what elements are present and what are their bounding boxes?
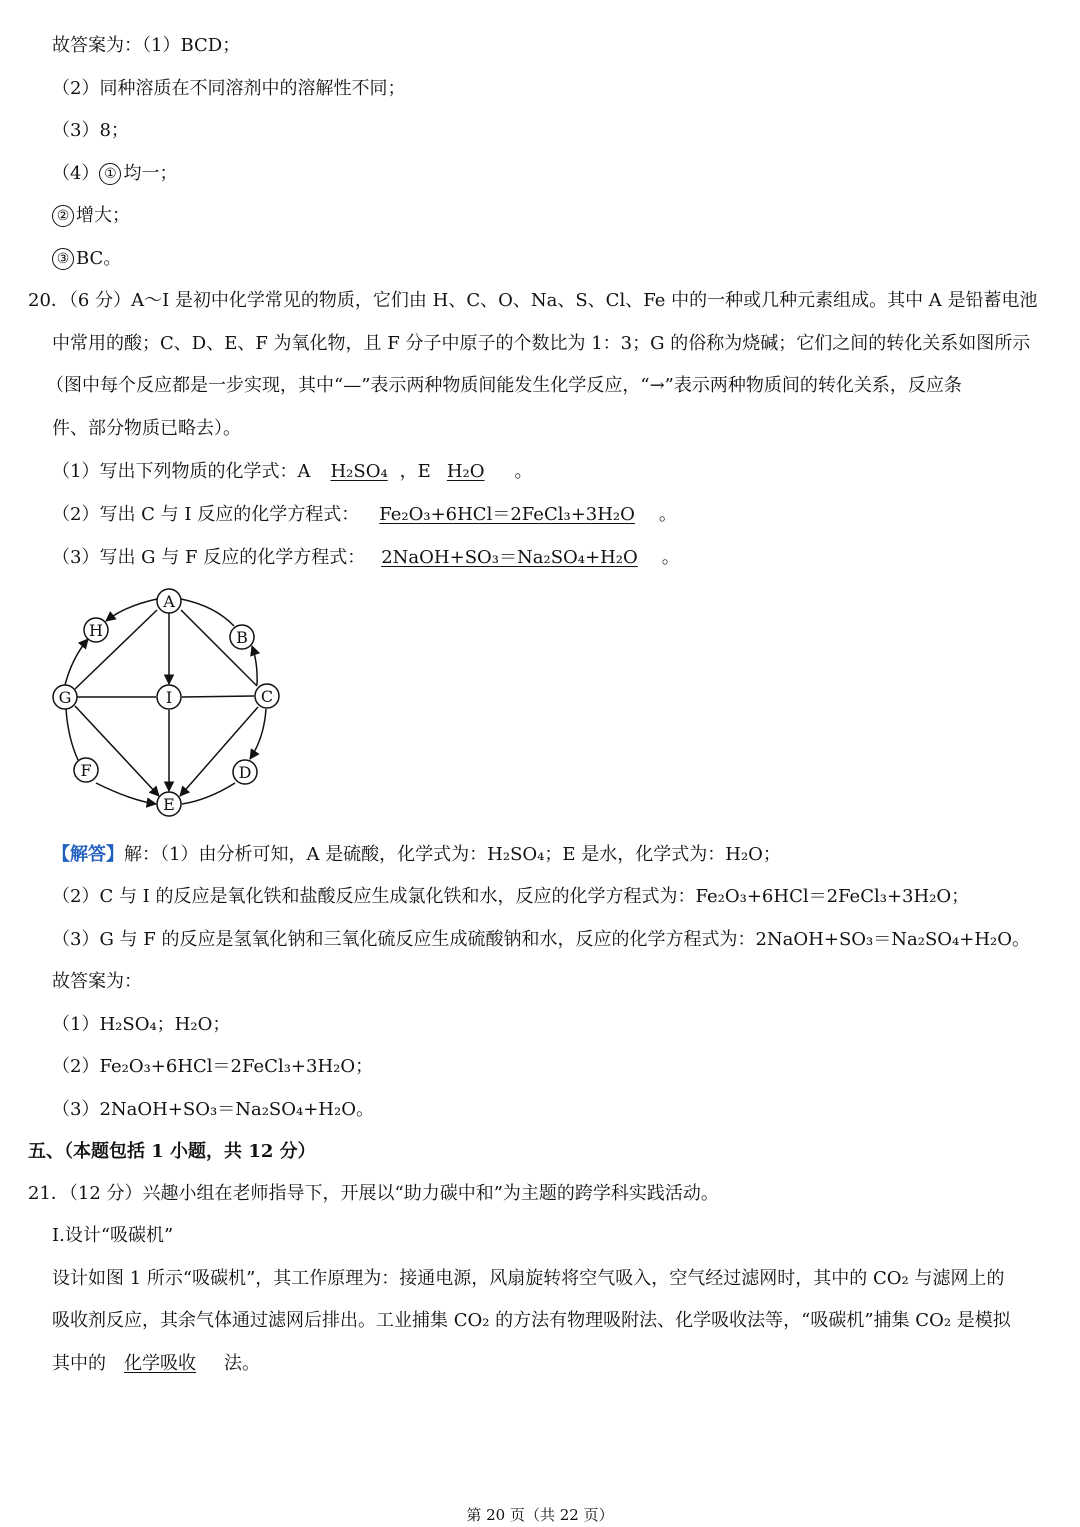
edge-f-e <box>96 783 156 804</box>
q21-para-2: 吸收剂反应，其余气体通过滤网后排出。工业捕集 CO₂ 的方法有物理吸附法、化学吸收法等，“吸碳机”捕集 CO₂ 是模拟 <box>52 1310 1011 1331</box>
solution-line-5: （1）H₂SO₄；H₂O； <box>52 1014 231 1035</box>
edge-d-e <box>182 783 235 804</box>
edge-a-b <box>181 599 234 626</box>
reaction-diagram <box>40 588 290 824</box>
q20-part-3-end: 。 <box>661 547 680 568</box>
q20-answer-2: Fe₂O₃+6HCl＝2FeCl₃+3H₂O <box>379 504 635 525</box>
prev-answer-4-2: 增大； <box>76 205 130 226</box>
edge-c-d <box>250 709 266 759</box>
edge-g-f <box>66 709 78 760</box>
page-footer: 第 20 页（共 22 页） <box>466 1506 614 1524</box>
circled-1-icon: ① <box>99 163 121 185</box>
solution-tag: 【解答】 <box>52 844 124 865</box>
prev-answer-4-3: BC。 <box>76 248 122 269</box>
q20-answer-e: H₂O <box>446 461 485 482</box>
prev-answer-4-1: 均一； <box>123 163 178 184</box>
q20-part-2 <box>52 502 677 528</box>
solution-line-2: （2）C 与 I 的反应是氧化铁和盐酸反应生成氯化铁和水，反应的化学方程式为：Fe₂O₃+6HCl＝2FeCl₃+3H₂O； <box>52 886 970 907</box>
prev-answer-4-prefix: （4） <box>52 163 100 184</box>
q21-para-1: 设计如图 1 所示“吸碳机”，其工作原理为：接通电源，风扇旋转将空气吸入，空气经过滤网时，其中的 CO₂ 与滤网上的 <box>52 1268 1005 1289</box>
q20-answer-a: H₂SO₄ <box>330 461 388 482</box>
q20-answer-3: 2NaOH+SO₃＝Na₂SO₄+H₂O <box>381 547 638 568</box>
node-label-h: H <box>89 621 103 640</box>
circled-3-icon: ③ <box>52 248 74 270</box>
prev-answer-4-2-line <box>52 203 130 229</box>
q21-answer: 化学吸收 <box>124 1353 196 1374</box>
solution-line-3: （3）G 与 F 的反应是氢氧化钠和三氧化硫反应生成硫酸钠和水，反应的化学方程式为：2NaOH+SO₃＝Na₂SO₄+H₂O。 <box>52 929 1031 950</box>
q20-part-1-mid: ，E <box>399 461 431 482</box>
q21-para-3 <box>52 1351 260 1377</box>
prev-answer-2: （2）同种溶质在不同溶剂中的溶解性不同； <box>52 78 406 99</box>
q20-stem-3: （图中每个反应都是一步实现，其中“—”表示两种物质间能发生化学反应，“→”表示两种物质间的转化关系，反应条 <box>46 375 962 396</box>
prev-answer-intro: 故答案为：（1）BCD； <box>52 35 241 56</box>
edge-g-h <box>65 639 88 685</box>
prev-answer-3: （3）8； <box>52 120 129 141</box>
solution-line-7: （3）2NaOH+SO₃＝Na₂SO₄+H₂O。 <box>52 1099 374 1120</box>
circled-2-icon: ② <box>52 205 74 227</box>
solution-text-1: 解：（1）由分析可知，A 是硫酸，化学式为：H₂SO₄；E 是水，化学式为：H₂O； <box>124 844 781 865</box>
q20-part-3-label: （3）写出 G 与 F 反应的化学方程式： <box>52 547 366 568</box>
node-label-b: B <box>236 628 248 647</box>
q20-part-2-label: （2）写出 C 与 I 反应的化学方程式： <box>52 504 360 525</box>
solution-line-6: （2）Fe₂O₃+6HCl＝2FeCl₃+3H₂O； <box>52 1056 374 1077</box>
q20-part-1-label: （1）写出下列物质的化学式：A <box>52 461 311 482</box>
prev-answer-4-3-line <box>52 246 121 272</box>
q20-part-2-end: 。 <box>658 504 677 525</box>
q21-para-3-label: 其中的 <box>52 1353 106 1374</box>
q21-part-1-title: Ⅰ.设计“吸碳机” <box>52 1225 174 1246</box>
node-label-a: A <box>163 592 175 611</box>
q20-stem-4: 件、部分物质已略去）。 <box>52 418 241 439</box>
prev-answer-4 <box>52 161 177 187</box>
q21-stem: 21．（12 分）兴趣小组在老师指导下，开展以“助力碳中和”为主题的跨学科实践活动。 <box>28 1183 719 1204</box>
node-label-i: I <box>165 688 173 707</box>
node-label-f: F <box>80 761 92 780</box>
node-label-c: C <box>260 687 274 706</box>
section-5-heading: 五、（本题包括 1 小题，共 12 分） <box>28 1141 316 1162</box>
node-label-g: G <box>58 688 72 707</box>
solution-line-4: 故答案为： <box>52 971 142 992</box>
q21-para-3-end: 法。 <box>224 1353 260 1374</box>
edge-c-b <box>252 646 257 685</box>
node-label-d: D <box>238 763 252 782</box>
q20-stem-1: 20．（6 分）A～I 是初中化学常见的物质，它们由 H、C、O、Na、S、Cl、Fe 中的一种或几种元素组成。其中 A 是铅蓄电池 <box>28 290 1038 311</box>
node-label-e: E <box>163 795 175 814</box>
q20-part-1-end: 。 <box>514 461 533 482</box>
edge-i-c <box>182 696 254 697</box>
solution-line-1 <box>52 842 781 868</box>
q20-part-1 <box>52 459 532 485</box>
q20-part-3 <box>52 545 680 571</box>
q20-stem-2: 中常用的酸；C、D、E、F 为氧化物，且 F 分子中原子的个数比为 1：3；G 的俗称为烧碱；它们之间的转化关系如图所示 <box>52 333 1031 354</box>
